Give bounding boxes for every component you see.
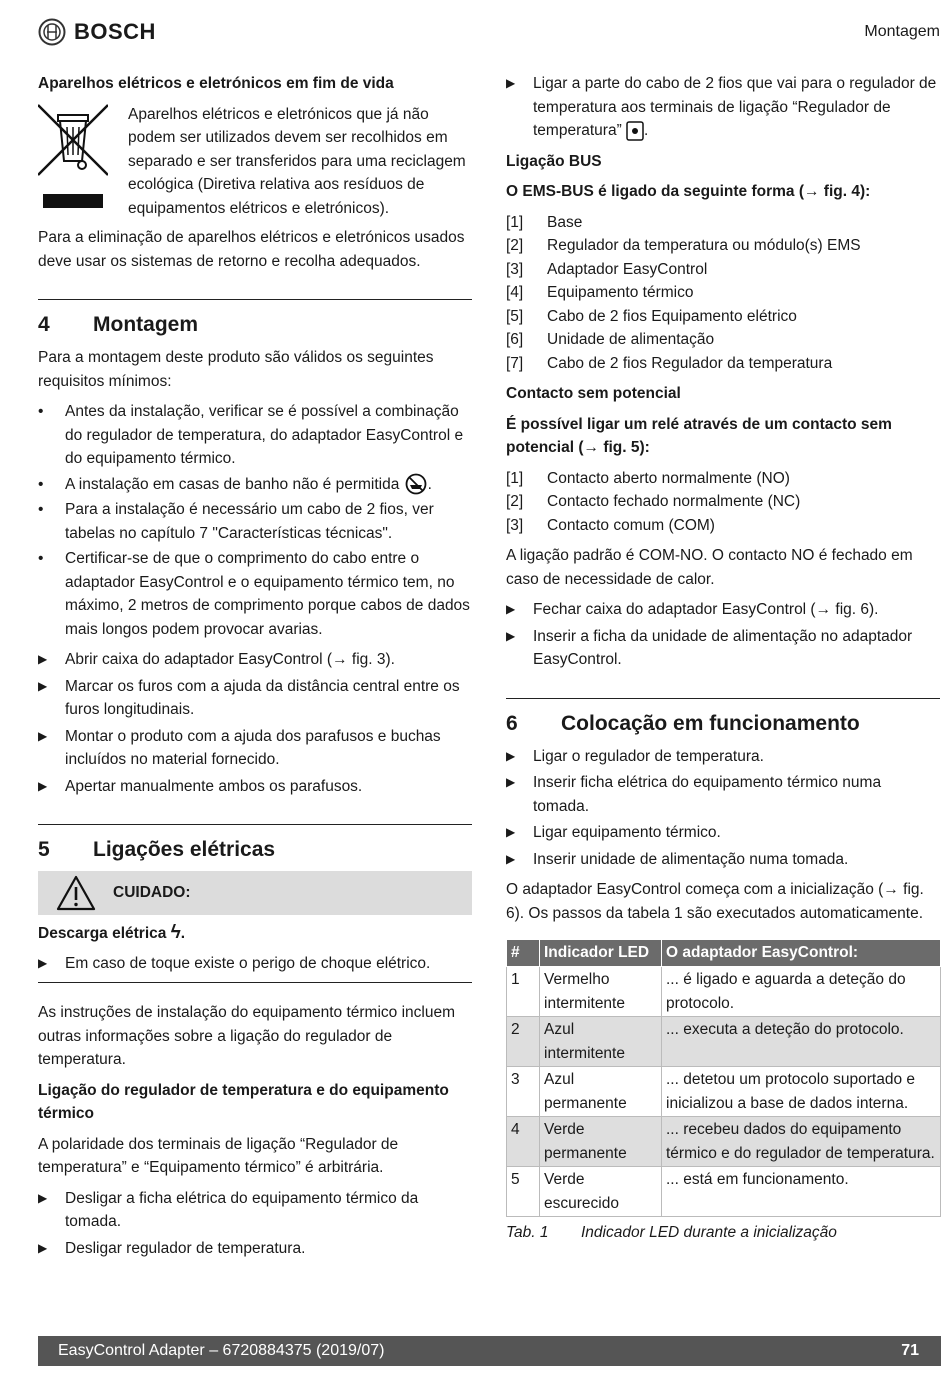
list-item: • Para a instalação é necessário um cabo de 2 fios, ver tabelas no capítulo 7 "Características técnicas". bbox=[38, 501, 434, 542]
warning-label: CUIDADO: bbox=[113, 884, 191, 902]
requirements-list bbox=[38, 400, 472, 641]
contact-text: A ligação padrão é COM-NO. O contacto NO é fechado em caso de necessidade de calor. bbox=[506, 547, 913, 588]
list-item: ▶ Ligar o regulador de temperatura. bbox=[506, 747, 764, 765]
list-item: [3] Adaptador EasyControl bbox=[506, 260, 708, 278]
section-5-heading: 5 Ligações elétricas bbox=[38, 838, 276, 861]
list-item: • A instalação em casas de banho não é permitida . bbox=[38, 473, 472, 497]
led-table bbox=[506, 939, 941, 1217]
list-item: • Certificar-se de que o comprimento do cabo entre o adaptador EasyControl e o equipamento térmico tem, no máximo, 2 metros de comprimento porque cabos de dados mais longos podem provocar avarias. bbox=[38, 550, 470, 638]
left-column bbox=[38, 72, 472, 1267]
table-header-row: # Indicador LED O adaptador EasyControl: bbox=[507, 940, 941, 967]
list-item: ▶ Apertar manualmente ambos os parafusos. bbox=[38, 777, 363, 795]
list-item: ▶ Desligar a ficha elétrica do equipamento térmico da tomada. bbox=[38, 1189, 419, 1230]
weee-text: Aparelhos elétricos e eletrónicos que já não podem ser utilizados devem ser recolhidos em separado e ser transferidos para uma reciclagem ecológica (Diretiva relativa aos resíduos de equipamentos elétricos e eletrónicos). bbox=[128, 105, 466, 217]
list-item: [3] Contacto comum (COM) bbox=[506, 516, 715, 534]
montagem-steps bbox=[38, 648, 472, 798]
warning-triangle-icon bbox=[56, 875, 96, 911]
list-item: [2] Regulador da temperatura ou módulo(s) EMS bbox=[506, 237, 861, 254]
list-item: ▶ Inserir ficha elétrica do equipamento térmico numa tomada. bbox=[506, 774, 882, 815]
table-caption: Tab. 1 Indicador LED durante a inicialização bbox=[506, 1224, 837, 1241]
connection-steps-cont bbox=[506, 72, 940, 143]
list-item: ▶ Ligar a parte do cabo de 2 fios que vai para o regulador de temperatura aos terminais de ligação “Regulador de temperatura” . bbox=[506, 75, 937, 139]
list-item: ▶ Inserir unidade de alimentação numa tomada. bbox=[506, 850, 849, 868]
warning-content: Descarga elétrica ϟ. ▶ Em caso de toque existe o perigo de choque elétrico. bbox=[38, 921, 472, 983]
bosch-armature-icon bbox=[38, 18, 66, 46]
bus-subtitle: O EMS-BUS é ligado da seguinte forma (→ fig. 4): bbox=[506, 183, 871, 200]
table-row: 5 Verde escurecido ... está em funcionamento. bbox=[507, 1167, 941, 1217]
footer-text: EasyControl Adapter – 6720884375 (2019/07) bbox=[58, 1342, 385, 1360]
weee-title: Aparelhos elétricos e eletrónicos em fim de vida bbox=[38, 75, 394, 92]
list-item: ▶ Ligar equipamento térmico. bbox=[506, 824, 721, 841]
list-item: [4] Equipamento térmico bbox=[506, 284, 694, 301]
weee-bin-icon bbox=[38, 103, 128, 221]
thermostat-terminal-icon bbox=[626, 121, 644, 141]
list-item: ▶ Abrir caixa do adaptador EasyControl (→ fig. 3). bbox=[38, 651, 395, 668]
bolt-icon: ϟ bbox=[170, 922, 181, 943]
table-row: 4 Verde permanente ... recebeu dados do equipamento térmico e do regulador de temperatura. bbox=[507, 1117, 941, 1167]
warning-title: Descarga elétrica bbox=[38, 925, 167, 942]
page-footer bbox=[38, 1336, 941, 1366]
subsection-title: Ligação do regulador de temperatura e do equipamento térmico bbox=[38, 1081, 449, 1122]
section-6 bbox=[506, 698, 940, 1245]
contact-subtitle: É possível ligar um relé através de um contacto sem potencial (→ fig. 5): bbox=[506, 415, 892, 456]
weee-disposal: Para a eliminação de aparelhos elétricos e eletrónicos usados deve usar os sistemas de retorno e recolha adequados. bbox=[38, 229, 465, 270]
list-item: [1] Contacto aberto normalmente (NO) bbox=[506, 469, 790, 487]
list-item: [6] Unidade de alimentação bbox=[506, 331, 715, 348]
list-item: [7] Cabo de 2 fios Regulador da temperatura bbox=[506, 354, 833, 372]
warning-box bbox=[38, 871, 472, 915]
list-item: ▶ Marcar os furos com a ajuda da distância central entre os furos longitudinais. bbox=[38, 677, 460, 718]
startup-text: O adaptador EasyControl começa com a inicialização (→ fig. 6). Os passos da tabela 1 são executados automaticamente. bbox=[506, 881, 924, 922]
section-5 bbox=[38, 824, 472, 1260]
list-item: ▶ Inserir a ficha da unidade de alimentação no adaptador EasyControl. bbox=[506, 627, 913, 668]
list-item: ▶ Desligar regulador de temperatura. bbox=[38, 1239, 306, 1257]
right-column bbox=[506, 72, 940, 1245]
startup-steps bbox=[506, 745, 940, 872]
list-item: • Antes da instalação, verificar se é possível a combinação do regulador de temperatura, do adaptador EasyControl e do equipamento térmico. bbox=[38, 403, 464, 467]
list-item: [1] Base bbox=[506, 213, 583, 231]
no-bathroom-icon bbox=[404, 473, 428, 495]
list-item: [5] Cabo de 2 fios Equipamento elétrico bbox=[506, 307, 797, 325]
section-5-intro: As instruções de instalação do equipamento térmico incluem outras informações sobre a ligação do regulador de temperatura. bbox=[38, 1004, 456, 1068]
list-item: [2] Contacto fechado normalmente (NC) bbox=[506, 493, 801, 510]
final-steps bbox=[506, 598, 940, 672]
bus-title: Ligação BUS bbox=[506, 152, 602, 170]
section-6-heading: 6 Colocação em funcionamento bbox=[506, 711, 860, 735]
connection-steps bbox=[38, 1187, 472, 1261]
page-number: 71 bbox=[901, 1342, 919, 1360]
contact-legend bbox=[506, 467, 940, 538]
brand-logo bbox=[38, 16, 156, 48]
polarity-text: A polaridade dos terminais de ligação “Regulador de temperatura” e “Equipamento térmico” é arbitrária. bbox=[38, 1135, 399, 1176]
table-row: 3 Azul permanente ... detetou um protocolo suportado e inicializou a base de dados interna. bbox=[507, 1067, 941, 1117]
table-row: 2 Azul intermitente ... executa a deteção do protocolo. bbox=[507, 1017, 941, 1067]
weee-block bbox=[38, 103, 472, 221]
section-4-intro: Para a montagem deste produto são válidos os seguintes requisitos mínimos: bbox=[38, 349, 434, 390]
header-section: Montagem bbox=[864, 23, 940, 40]
bus-legend bbox=[506, 211, 940, 376]
list-item: ▶ Fechar caixa do adaptador EasyControl (→ fig. 6). bbox=[506, 601, 879, 618]
brand-name: BOSCH bbox=[74, 19, 156, 45]
section-4 bbox=[38, 299, 472, 798]
contact-title: Contacto sem potencial bbox=[506, 385, 681, 402]
list-item: ▶ Em caso de toque existe o perigo de choque elétrico. bbox=[38, 954, 431, 972]
table-row: 1 Vermelho intermitente ... é ligado e aguarda a deteção do protocolo. bbox=[507, 967, 941, 1017]
list-item: ▶ Montar o produto com a ajuda dos parafusos e buchas incluídos no material fornecido. bbox=[38, 727, 441, 768]
section-4-heading: 4 Montagem bbox=[38, 313, 198, 336]
